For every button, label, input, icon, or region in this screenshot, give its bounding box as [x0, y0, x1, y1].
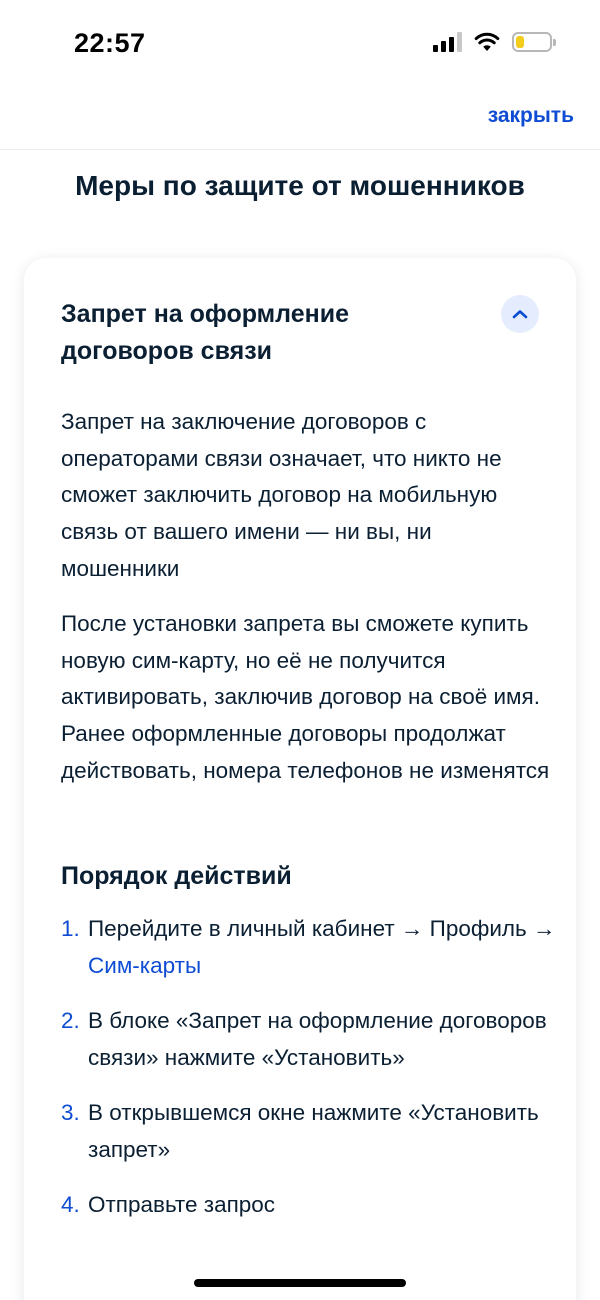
wifi-icon [474, 32, 500, 52]
step-item [61, 910, 561, 984]
chevron-up-icon [512, 309, 528, 319]
accordion-title[interactable]: Запрет на оформление договоров связи [61, 300, 350, 365]
step-number: 2. [61, 1008, 80, 1033]
step-item [61, 1002, 561, 1076]
step-number: 1. [61, 916, 80, 941]
step-item [61, 1094, 561, 1168]
status-icons [433, 32, 552, 52]
step-number: 3. [61, 1100, 80, 1125]
page-title: Меры по защите от мошенников [75, 170, 525, 201]
cellular-signal-icon [433, 32, 462, 52]
status-time: 22:57 [74, 28, 146, 58]
steps-title: Порядок действий [61, 862, 292, 890]
step-item [61, 1186, 561, 1223]
step-text: Отправьте запрос [88, 1192, 276, 1217]
collapse-button[interactable] [501, 295, 539, 333]
status-bar [0, 0, 600, 90]
battery-icon [512, 32, 552, 52]
step-text: В блоке «Запрет на оформление договоров связи» нажмите «Установить» [88, 1008, 547, 1070]
details-paragraph: После установки запрета вы сможете купить новую сим-карту, но её не получится активировать, заключив договор на своё имя. Ранее оформленные договоры продолжат действовать, номера телефонов не изменятся [61, 611, 550, 783]
top-nav [0, 90, 600, 150]
close-link[interactable]: закрыть [487, 104, 574, 127]
step-text: В открывшемся окне нажмите «Установить запрет» [88, 1100, 539, 1162]
steps-list [61, 910, 561, 1241]
step-number: 4. [61, 1192, 80, 1217]
sim-cards-link[interactable]: Сим-карты [88, 953, 202, 978]
home-indicator[interactable] [194, 1279, 406, 1287]
description-paragraph: Запрет на заключение договоров с операторами связи означает, что никто не сможет заключить договор на мобильную связь от вашего имени — ни вы, ни мошенники [61, 409, 502, 581]
step-text: Перейдите в личный кабинет → Профиль → [88, 916, 556, 941]
accordion-card [24, 258, 576, 1300]
